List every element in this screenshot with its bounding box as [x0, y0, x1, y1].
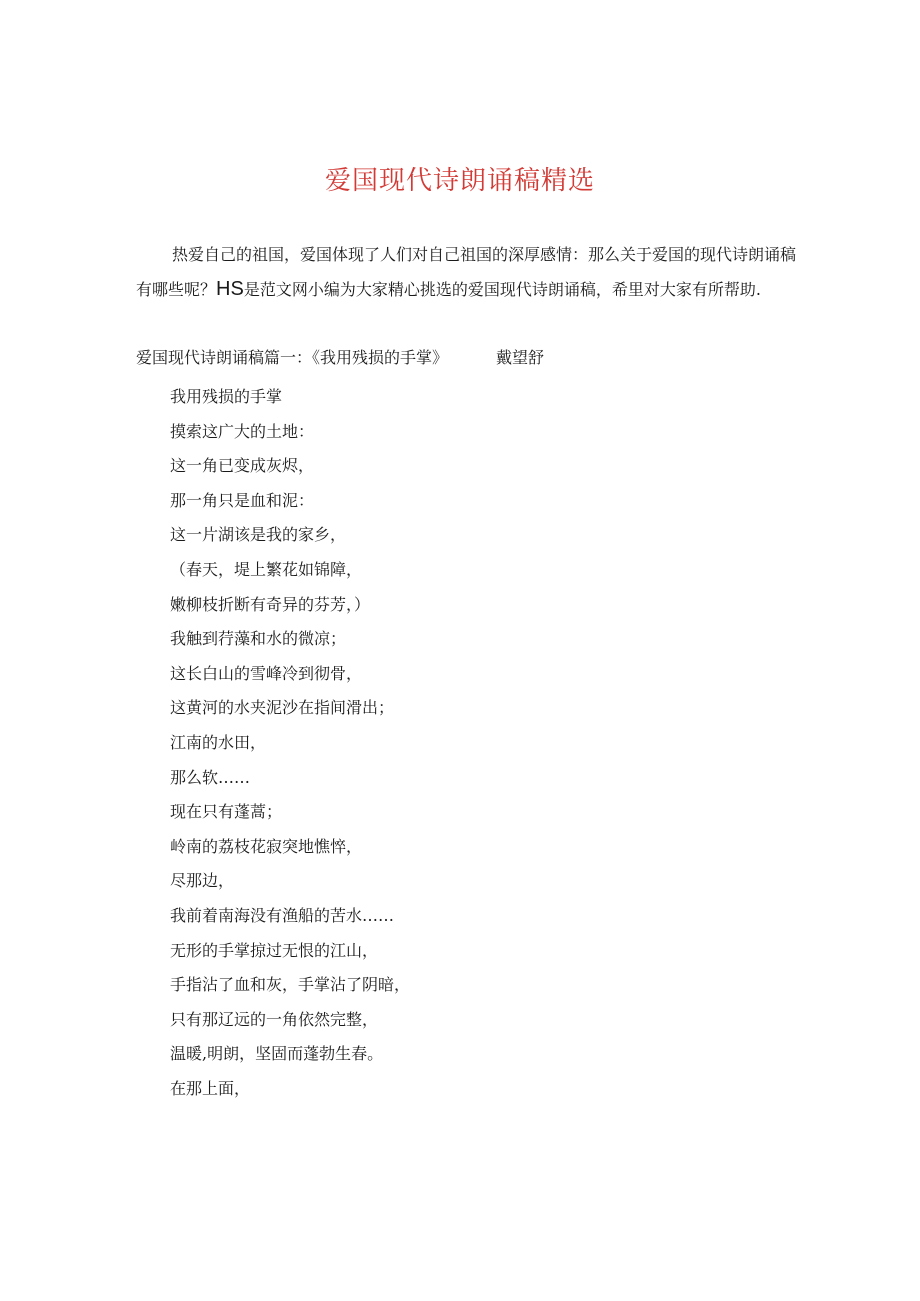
poem-line: 现在只有蓬蒿；: [170, 802, 283, 822]
intro-paragraph: [136, 238, 796, 307]
poem-line: 摸索这广大的土地：: [170, 421, 315, 441]
poem-line: 这一片湖该是我的家乡，: [170, 525, 347, 545]
poem-body: [170, 380, 410, 1106]
poem-author: 戴望舒: [496, 348, 545, 367]
page-title: 爱国现代诗朗诵稿精选: [324, 166, 595, 196]
poem-line: 温暖,明朗，坚固而蓬勃生春。: [170, 1044, 384, 1064]
poem-line: 只有那辽远的一角依然完整，: [170, 1009, 379, 1029]
poem-line: 岭南的荔枝花寂突地憔悴，: [170, 836, 363, 856]
poem-line: 这长白山的雪峰冷到彻骨，: [170, 663, 363, 683]
poem-line: 这一角已变成灰烬，: [170, 456, 315, 476]
poem-line: 在那上面，: [170, 1078, 251, 1098]
poem-line: 那一角只是血和泥：: [170, 490, 315, 510]
intro-text-before: 热爱自己的祖国，爱国体现了人们对自己祖国的深厚感情：那么关于爱国的现代诗朗诵稿有哪些呢？: [136, 245, 797, 299]
poem-line: 手指沾了血和灰，手掌沾了阴暗，: [170, 975, 411, 995]
section-heading-line: [136, 345, 544, 368]
section-heading: 爱国现代诗朗诵稿篇一：《我用残损的手掌》: [136, 348, 449, 367]
poem-line: 那么软……: [170, 767, 251, 787]
poem-line: 嫩柳枝折断有奇异的芬芳，）: [170, 594, 371, 614]
intro-hs: HS: [216, 278, 244, 300]
poem-line: 我前着南海没有渔船的苦水……: [170, 905, 395, 925]
intro-text-after: 是范文网小编为大家精心挑选的爱国现代诗朗诵稿，希里对大家有所帮助.: [243, 280, 761, 299]
poem-line: （春天，堤上繁花如锦障，: [170, 559, 363, 579]
poem-line: 我用残损的手掌: [170, 387, 283, 406]
poem-line: 这黄河的水夹泥沙在指间滑出；: [170, 698, 395, 718]
poem-line: 江南的水田，: [170, 732, 267, 752]
poem-line: 尽那边，: [170, 871, 235, 891]
poem-line: 无形的手掌掠过无恨的江山，: [170, 940, 379, 960]
poem-line: 我触到荇藻和水的微凉；: [170, 629, 347, 649]
